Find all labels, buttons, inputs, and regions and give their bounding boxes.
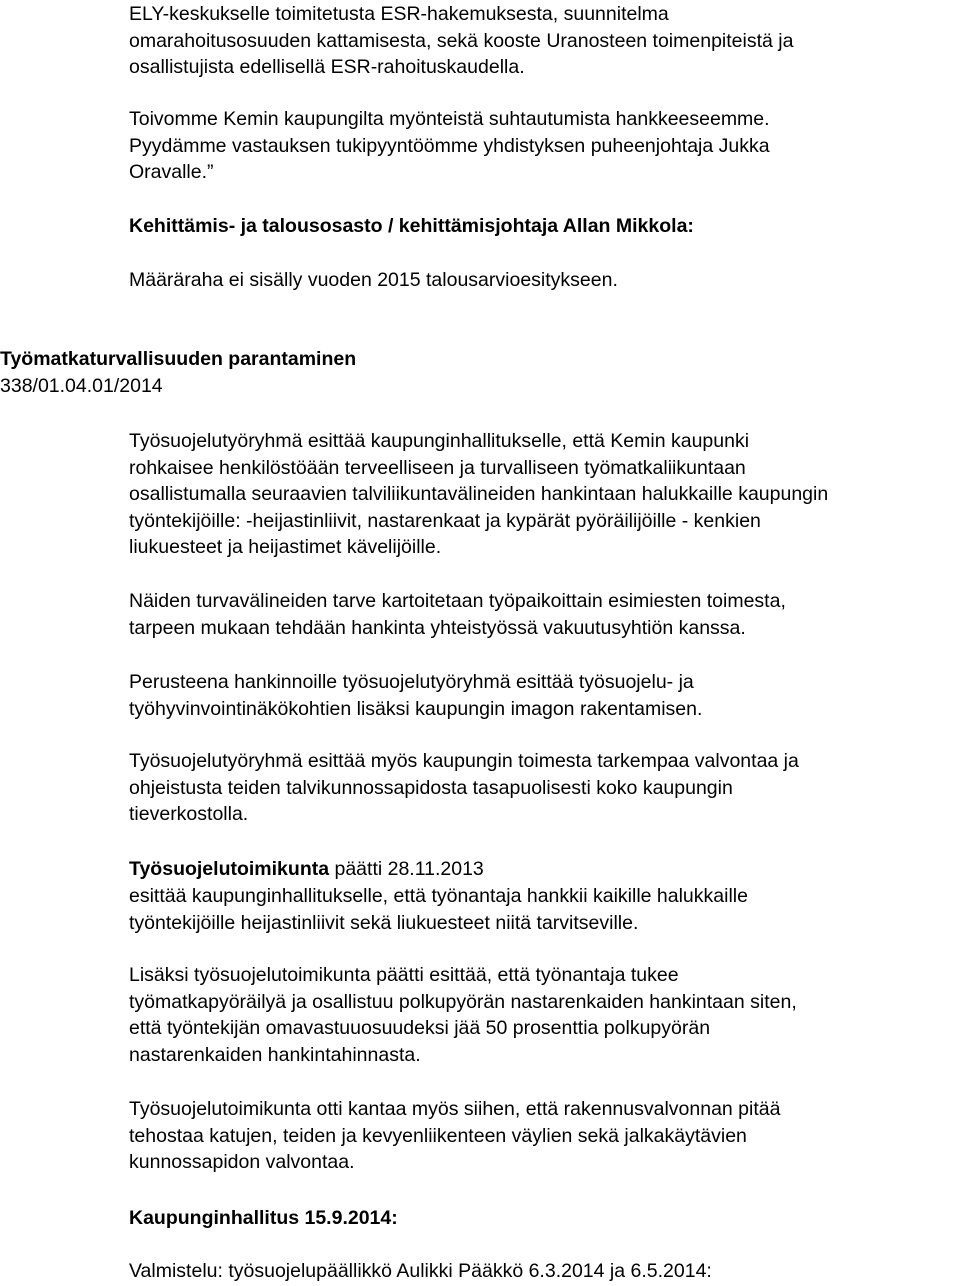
paragraph-4 [129,748,959,828]
text-line: tehostaa katujen, teiden ja kevyenliikenteen väylien sekä jalkakäytävien [129,1124,747,1147]
text-line: että työntekijän omavastuuosuudeksi jää 50 prosenttia polkupyörän [129,1017,711,1040]
department-heading: Kehittämis- ja talousosasto / kehittämisjohtaja Allan Mikkola: [129,215,694,237]
text-line: liukuesteet ja heijastimet kävelijöille. [129,536,442,559]
text-line: Työsuojelutyöryhmä esittää myös kaupungin toimesta tarkempaa valvontaa ja [129,750,799,772]
paragraph-5 [129,883,959,936]
text-line: Pyydämme vastauksen tukipyyntöömme yhdistyksen puheenjohtaja Jukka [129,134,770,157]
text-line: rohkaisee henkilöstöään terveelliseen ja turvalliseen työmatkaliikuntaan [129,456,746,479]
text-line: tieverkostolla. [129,803,249,826]
board-heading: Kaupunginhallitus 15.9.2014: [129,1207,398,1229]
text-line: Työsuojelutoimikunta otti kantaa myös siihen, että rakennusvalvonnan pitää [129,1098,781,1120]
committee-decision-line [129,856,959,883]
intro-tail-paragraph [129,1,959,81]
paragraph-3 [129,669,959,722]
paragraph-6 [129,962,959,1068]
section-reference: 338/01.04.01/2014 [0,375,163,397]
section-title: Työmatkaturvallisuuden parantaminen [0,348,357,370]
text-line: työntekijöille heijastinliivit sekä liukuesteet niitä tarvitseville. [129,911,639,934]
text-line: Lisäksi työsuojelutoimikunta päätti esittää, että työnantaja tukee [129,964,679,986]
committee-date: päätti 28.11.2013 [329,858,484,880]
text-line: työmatkapyöräilyä ja osallistuu polkupyörän nastarenkaiden hankintaan siten, [129,990,797,1013]
text-line: Näiden turvavälineiden tarve kartoitetaan työpaikoittain esimiesten toimesta, [129,590,786,612]
text-line: osallistumalla seuraavien talviliikuntavälineiden hankintaan halukkaille kaupungin [129,483,829,506]
text-line: Oravalle.” [129,161,214,184]
department-statement: Määräraha ei sisälly vuoden 2015 talousarvioesitykseen. [129,269,618,291]
paragraph-7 [129,1096,959,1176]
text-line: esittää kaupunginhallitukselle, että työnantaja hankkii kaikille halukkaille [129,885,748,907]
text-line: ELY-keskukselle toimitetusta ESR-hakemuksesta, suunnitelma [129,3,669,25]
text-line: Työsuojelutyöryhmä esittää kaupunginhallitukselle, että Kemin kaupunki [129,430,750,452]
text-line: nastarenkaiden hankintahinnasta. [129,1043,421,1066]
text-line: työntekijöille: -heijastinliivit, nastarenkaat ja kypärät pyöräilijöille - kenkien [129,509,761,532]
text-line: Perusteena hankinnoille työsuojelutyöryhmä esittää työsuojelu- ja [129,671,694,693]
paragraph-1 [129,428,959,561]
text-line: osallistujista edellisellä ESR-rahoituskaudella. [129,56,525,79]
text-line: kunnossapidon valvontaa. [129,1151,355,1174]
text-line: ohjeistusta teiden talvikunnossapidosta tasapuolisesti koko kaupungin [129,776,733,799]
text-line: omarahoitusosuuden kattamisesta, sekä kooste Uranosteen toimenpiteistä ja [129,29,794,52]
paragraph-2 [129,588,959,641]
hope-paragraph [129,106,959,186]
committee-name: Työsuojelutoimikunta [129,858,330,880]
text-line: Toivomme Kemin kaupungilta myönteistä suhtautumista hankkeeseemme. [129,108,770,130]
preparation-line: Valmistelu: työsuojelupäällikkö Aulikki Pääkkö 6.3.2014 ja 6.5.2014: [129,1260,712,1282]
text-line: tarpeen mukaan tehdään hankinta yhteistyössä vakuutusyhtiön kanssa. [129,616,746,639]
text-line: työhyvinvointinäkökohtien lisäksi kaupungin imagon rakentamisen. [129,697,703,720]
